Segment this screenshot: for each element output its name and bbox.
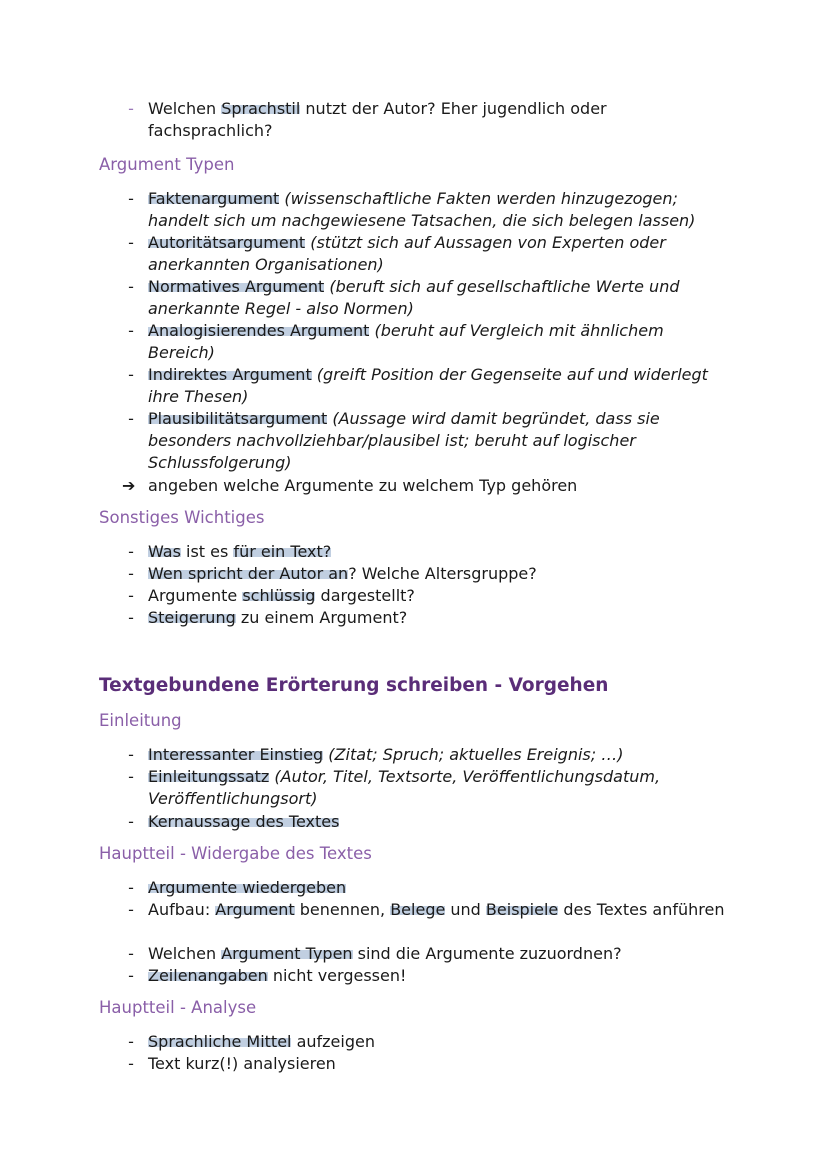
list-item-text [148, 364, 728, 408]
list-item-text [148, 744, 728, 766]
highlighted-term: Beispiele [485, 900, 559, 919]
highlighted-term: für ein Text? [233, 542, 332, 561]
bullet-dash: - [128, 409, 134, 428]
section-heading-widergabe: Hauptteil - Widergabe des Textes [99, 844, 372, 863]
list-item-text [148, 320, 728, 364]
section-heading-analyse: Hauptteil - Analyse [99, 998, 257, 1017]
text-segment: Welchen [148, 99, 222, 118]
text-segment: sind die Argumente zuzuordnen? [352, 944, 622, 963]
list-item-text [148, 563, 728, 585]
text-segment: aufzeigen [291, 1032, 375, 1051]
highlighted-term: Sprachstil [221, 99, 301, 118]
text-segment: (stützt sich auf Aussagen von Experten oder anerkannten Organisationen) [148, 233, 666, 274]
bullet-dash: - [128, 586, 134, 605]
text-segment: (beruht auf Vergleich mit ähnlichem Bereich) [148, 321, 664, 362]
bullet-dash: - [128, 767, 134, 786]
list-item-text [148, 766, 728, 810]
list-item-text [148, 98, 728, 142]
text-segment: des Textes anführen [558, 900, 725, 919]
bullet-dash: - [128, 745, 134, 764]
section-heading-einleitung: Einleitung [99, 711, 182, 730]
text-segment: nicht vergessen! [267, 966, 407, 985]
list-item-text [148, 607, 728, 629]
list-item-text [148, 541, 728, 563]
text-segment: Welchen [148, 944, 222, 963]
page-heading-vorgehen: Textgebundene Erörterung schreiben - Vorgehen [99, 675, 609, 696]
list-item-text [148, 811, 728, 833]
list-item-text [148, 965, 728, 987]
text-segment: Aufbau: [148, 900, 216, 919]
text-segment: (greift Position der Gegenseite auf und widerlegt ihre Thesen) [148, 365, 708, 406]
bullet-dash: - [128, 564, 134, 583]
text-segment: Text kurz(!) analysieren [148, 1054, 336, 1073]
text-segment: dargestellt? [315, 586, 415, 605]
text-segment: ? Welche Altersgruppe? [348, 564, 537, 583]
text-segment: (wissenschaftliche Fakten werden hinzugezogen; handelt sich um nachgewiesene Tatsachen, die sich belegen lassen) [148, 189, 696, 230]
list-item-text [148, 188, 728, 232]
bullet-dash: - [128, 812, 134, 831]
highlighted-term: Plausibilitätsargument [148, 409, 328, 428]
highlighted-term: Einleitungssatz [148, 767, 270, 786]
highlighted-term: Analogisierendes Argument [148, 321, 370, 340]
bullet-dash: - [128, 321, 134, 340]
text-segment: ist es [180, 542, 234, 561]
bullet-dash: - [128, 1032, 134, 1051]
bullet-dash: - [128, 608, 134, 627]
text-segment: (beruft sich auf gesellschaftliche Werte und anerkannte Regel - also Normen) [148, 277, 680, 318]
highlighted-term: Steigerung [148, 608, 236, 627]
bullet-dash: - [128, 878, 134, 897]
text-segment: (Zitat; Spruch; aktuelles Ereignis; …) [323, 745, 624, 764]
list-item-text [148, 276, 728, 320]
list-item-text [148, 899, 728, 921]
list-item-text [148, 1031, 728, 1053]
highlighted-term: Interessanter Einstieg [148, 745, 324, 764]
list-item-text [148, 408, 728, 474]
highlighted-term: Zeilenangaben [148, 966, 268, 985]
section-heading-sonstiges: Sonstiges Wichtiges [99, 508, 265, 527]
text-segment: (Autor, Titel, Textsorte, Veröffentlichungsdatum, Veröffentlichungsort) [148, 767, 661, 808]
highlighted-term: Argument [215, 900, 295, 919]
bullet-dash: - [128, 944, 134, 963]
highlighted-term: Was [148, 542, 181, 561]
list-item-text [148, 943, 728, 965]
highlighted-term: Normatives Argument [148, 277, 325, 296]
list-item-text: angeben welche Argumente zu welchem Typ gehören [148, 476, 578, 495]
bullet-dash: - [128, 900, 134, 919]
right-arrow-icon: ➔ [122, 476, 136, 495]
bullet-dash: - [128, 542, 134, 561]
highlighted-term: Faktenargument [148, 189, 280, 208]
text-segment: Argumente [148, 586, 243, 605]
highlighted-term: Argument Typen [221, 944, 353, 963]
bullet-dash: - [128, 365, 134, 384]
bullet-dash: - [128, 277, 134, 296]
bullet-dash: - [128, 233, 134, 252]
text-segment: (Aussage wird damit begründet, dass sie besonders nachvollziehbar/plausibel ist; beruht auf logischer Schlussfolgerung) [148, 409, 660, 472]
highlighted-term: Indirektes Argument [148, 365, 312, 384]
highlighted-term: schlüssig [242, 586, 316, 605]
highlighted-term: Sprachliche Mittel [148, 1032, 292, 1051]
bullet-dash: - [128, 99, 134, 118]
text-segment: und [445, 900, 486, 919]
text-segment: zu einem Argument? [235, 608, 408, 627]
list-item-text [148, 877, 728, 899]
highlighted-term: Autoritätsargument [148, 233, 306, 252]
section-heading-argument-typen: Argument Typen [99, 155, 235, 174]
text-segment: benennen, [294, 900, 391, 919]
highlighted-term: Wen spricht der Autor an [148, 564, 349, 583]
bullet-dash: - [128, 1054, 134, 1073]
highlighted-term: Belege [390, 900, 446, 919]
bullet-dash: - [128, 966, 134, 985]
highlighted-term: Kernaussage des Textes [148, 812, 340, 831]
list-item-text [148, 1053, 728, 1075]
list-item-text [148, 585, 728, 607]
text-segment: nutzt der Autor? Eher jugendlich oder fachsprachlich? [148, 99, 607, 140]
bullet-dash: - [128, 189, 134, 208]
highlighted-term: Argumente wiedergeben [148, 878, 347, 897]
list-item-text [148, 232, 728, 276]
